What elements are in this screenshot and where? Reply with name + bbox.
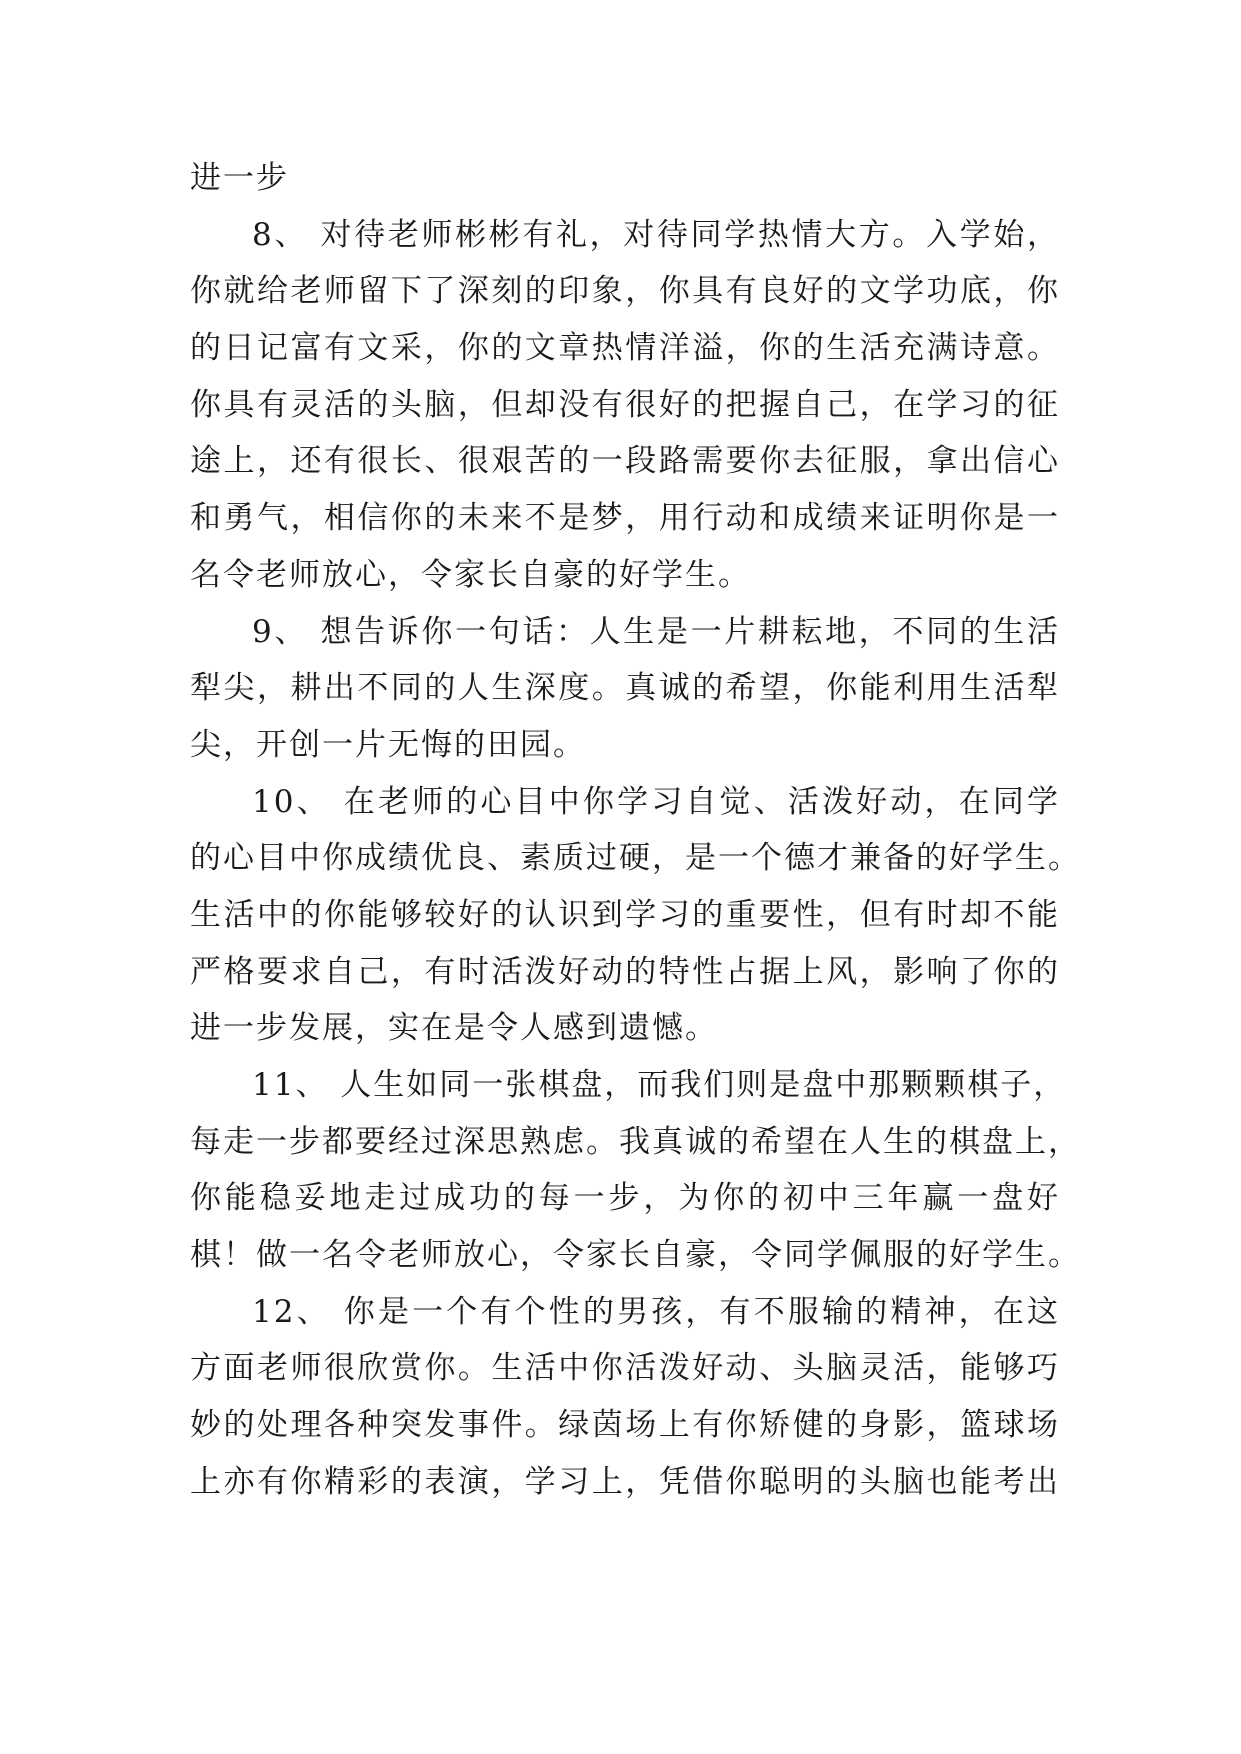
- text-line-7: 和勇气，相信你的未来不是梦，用行动和成绩来证明你是一: [190, 500, 1060, 537]
- text-line-19: 你能稳妥地走过成功的每一步，为你的初中三年赢一盘好: [190, 1180, 1060, 1217]
- text-line-5: 你具有灵活的头脑，但却没有很好的把握自己，在学习的征: [190, 386, 1060, 423]
- text-line-10: 犁尖，耕出不同的人生深度。真诚的希望，你能利用生活犁: [190, 670, 1060, 707]
- text-line-11: 尖，开创一片无悔的田园。: [190, 726, 586, 763]
- text-line-16: 进一步发展，实在是令人感到遗憾。: [190, 1010, 718, 1047]
- text-line-18: 每走一步都要经过深思熟虑。我真诚的希望在人生的棋盘上，: [190, 1123, 1081, 1160]
- text-line-21: 12、 你是一个有个性的男孩，有不服输的精神，在这: [252, 1293, 1060, 1330]
- text-line-3: 你就给老师留下了深刻的印象，你具有良好的文学功底，你: [190, 273, 1060, 310]
- text-line-8: 名令老师放心，令家长自豪的好学生。: [190, 556, 751, 593]
- text-line-17: 11、 人生如同一张棋盘，而我们则是盘中那颗颗棋子，: [252, 1067, 1067, 1103]
- text-line-22: 方面老师很欣赏你。生活中你活泼好动、头脑灵活，能够巧: [190, 1350, 1060, 1387]
- text-line-24: 上亦有你精彩的表演，学习上，凭借你聪明的头脑也能考出: [190, 1463, 1060, 1500]
- text-line-15: 严格要求自己，有时活泼好动的特性占据上风，影响了你的: [190, 953, 1060, 990]
- text-line-20: 棋！做一名令老师放心，令家长自豪，令同学佩服的好学生。: [190, 1237, 1081, 1274]
- text-line-14: 生活中的你能够较好的认识到学习的重要性，但有时却不能: [190, 896, 1060, 933]
- text-line-2: 8、 对待老师彬彬有礼，对待同学热情大方。入学始，: [252, 216, 1060, 253]
- text-line-12: 10、 在老师的心目中你学习自觉、活泼好动，在同学: [252, 783, 1060, 820]
- text-line-4: 的日记富有文采，你的文章热情洋溢，你的生活充满诗意。: [190, 330, 1060, 367]
- text-line-23: 妙的处理各种突发事件。绿茵场上有你矫健的身影，篮球场: [190, 1407, 1060, 1444]
- text-line-9: 9、 想告诉你一句话：人生是一片耕耘地，不同的生活: [252, 613, 1060, 650]
- text-line-6: 途上，还有很长、很艰苦的一段路需要你去征服，拿出信心: [190, 443, 1060, 480]
- text-line-13: 的心目中你成绩优良、素质过硬，是一个德才兼备的好学生。: [190, 840, 1081, 877]
- text-line-1: 进一步: [190, 160, 289, 196]
- document-body: [190, 150, 1081, 1511]
